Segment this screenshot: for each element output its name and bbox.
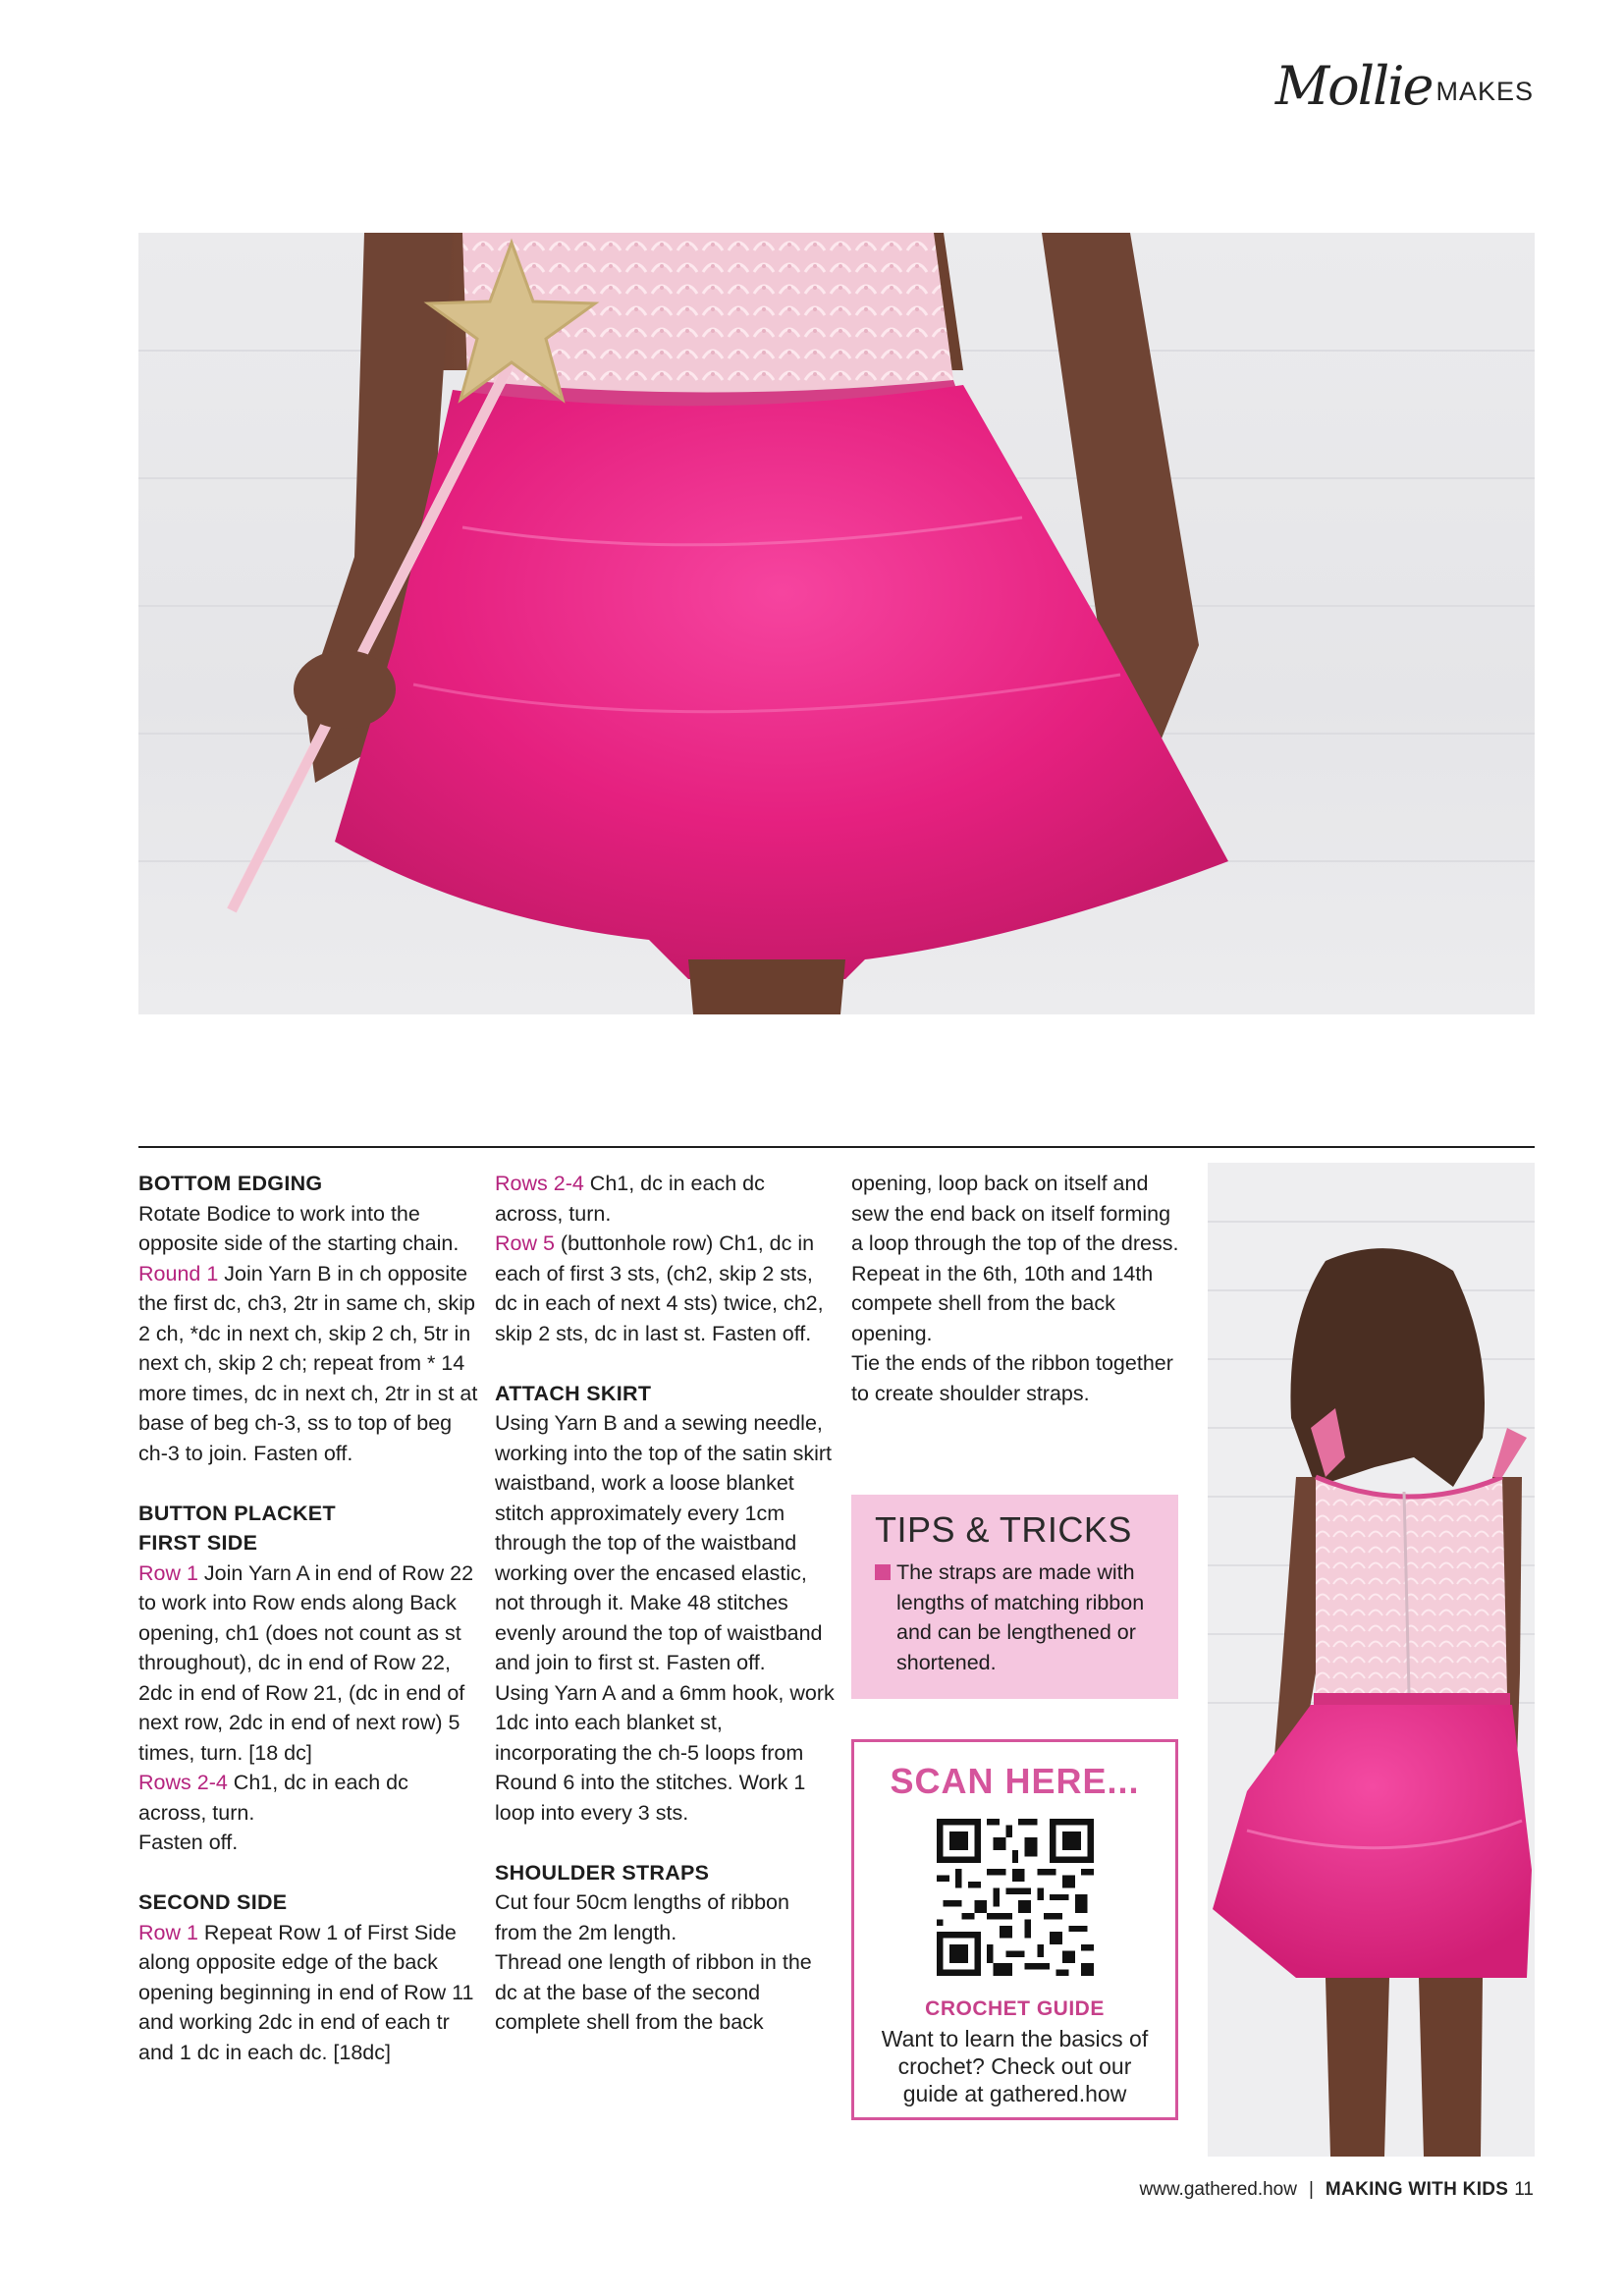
row-text: (buttonhole row) Ch1, dc in each of first 3 sts, (ch2, skip 2 sts, dc in each of next 4 sts) twice, ch2, skip 2 sts, dc in last st. Fasten off.	[495, 1231, 824, 1345]
paragraph	[138, 1768, 480, 1828]
logo-script: Mollie	[1274, 55, 1433, 117]
row-label: Rows 2-4	[495, 1172, 584, 1195]
paragraph: Tie the ends of the ribbon together to create shoulder straps.	[851, 1351, 1173, 1405]
heading-shoulder-straps: SHOULDER STRAPS	[495, 1860, 710, 1885]
scan-subtitle: CROCHET GUIDE	[925, 1997, 1105, 2020]
hero-photo	[138, 233, 1535, 1014]
row-text: Join Yarn A in end of Row 22 to work into Row ends along Back opening, ch1 (does not count as st throughout), dc in end of Row 22, 2dc in end of Row 21, (dc in end of next row, 2dc in end of next row) 5 times, turn. [18 dc]	[138, 1560, 474, 1765]
paragraph	[138, 1918, 480, 2068]
heading-attach-skirt: ATTACH SKIRT	[495, 1381, 652, 1405]
square-bullet-icon	[875, 1564, 891, 1580]
text-column-1	[138, 1169, 480, 2067]
row-label: Row 5	[495, 1231, 555, 1255]
row-label: Row 1	[138, 1560, 198, 1585]
heading-bottom-edging: BOTTOM EDGING	[138, 1172, 323, 1195]
footer-section: MAKING WITH KIDS	[1325, 2179, 1509, 2200]
tips-title: TIPS & TRICKS	[875, 1509, 1132, 1550]
row-text: Ch1, dc in each dc across, turn.	[495, 1172, 765, 1226]
paragraph: Fasten off.	[138, 1831, 239, 1854]
footer-separator: |	[1308, 2179, 1314, 2200]
paragraph	[495, 1169, 837, 1229]
row-text: Join Yarn B in ch opposite the first dc, ch3, 2tr in same ch, skip 2 ch, *dc in next ch, skip 2 ch, 5tr in next ch, skip 2 ch; repeat from * 14 more times, dc in next ch, 2tr in st at base of beg ch-3, ss to top of beg ch-3 to join. Fasten off.	[138, 1261, 478, 1465]
paragraph	[138, 1558, 480, 1769]
paragraph: Rotate Bodice to work into the opposite side of the starting chain.	[138, 1201, 460, 1255]
row-text: Ch1, dc in each dc across, turn.	[138, 1771, 408, 1825]
text-column-3	[851, 1169, 1185, 1408]
side-photo	[1208, 1163, 1535, 2157]
scan-title: SCAN HERE...	[890, 1761, 1140, 1801]
section-rule	[138, 1146, 1535, 1148]
tips-item	[875, 1558, 1159, 1677]
paragraph: Cut four 50cm lengths of ribbon from the 2m length.	[495, 1890, 789, 1944]
heading-button-placket: BUTTON PLACKET	[138, 1501, 336, 1525]
tips-text: The straps are made with lengths of matching ribbon and can be lengthened or shortened.	[896, 1560, 1145, 1674]
paragraph: Thread one length of ribbon in the dc at the base of the second complete shell from the back	[495, 1950, 812, 2034]
row-label: Round 1	[138, 1261, 219, 1285]
paragraph: Using Yarn A and a 6mm hook, work 1dc into each blanket st, incorporating the ch-5 loops from Round 6 into the stitches. Work 1 loop into every 3 sts.	[495, 1680, 835, 1825]
paragraph: Using Yarn B and a sewing needle, working into the top of the satin skirt waistband, work a loose blanket stitch approximately every 1cm through the top of the waistband working over the encased elastic, not through it. Make 48 stitches evenly around the top of waistband and join to first st. Fasten off.	[495, 1411, 832, 1674]
paragraph	[495, 1229, 837, 1348]
paragraph: Repeat in the 6th, 10th and 14th compete shell from the back opening.	[851, 1261, 1154, 1345]
logo-word: MAKES	[1435, 77, 1534, 106]
heading-second-side: SECOND SIDE	[138, 1890, 288, 1914]
masthead-logo	[1274, 54, 1534, 117]
footer-url[interactable]: www.gathered.how	[1139, 2179, 1297, 2200]
paragraph	[138, 1259, 480, 1469]
scan-text: Want to learn the basics of crochet? Check out our guide at gathered.how	[881, 2026, 1149, 2106]
text-column-2	[495, 1169, 837, 2038]
scan-box	[851, 1739, 1178, 2120]
row-label: Rows 2-4	[138, 1771, 228, 1794]
page-footer	[1139, 2178, 1534, 2202]
tips-box	[851, 1495, 1178, 1699]
page-number: 11	[1514, 2179, 1534, 2200]
paragraph: opening, loop back on itself and sew the end back on itself forming a loop through the top of the dress.	[851, 1172, 1179, 1255]
row-label: Row 1	[138, 1920, 198, 1944]
row-text: Repeat Row 1 of First Side along opposite edge of the back opening beginning in end of Row 11 and working 2dc in end of each tr and 1 dc in each dc. [18dc]	[138, 1920, 474, 2064]
qr-code-icon[interactable]	[937, 1819, 1094, 1976]
heading-first-side: FIRST SIDE	[138, 1531, 258, 1555]
